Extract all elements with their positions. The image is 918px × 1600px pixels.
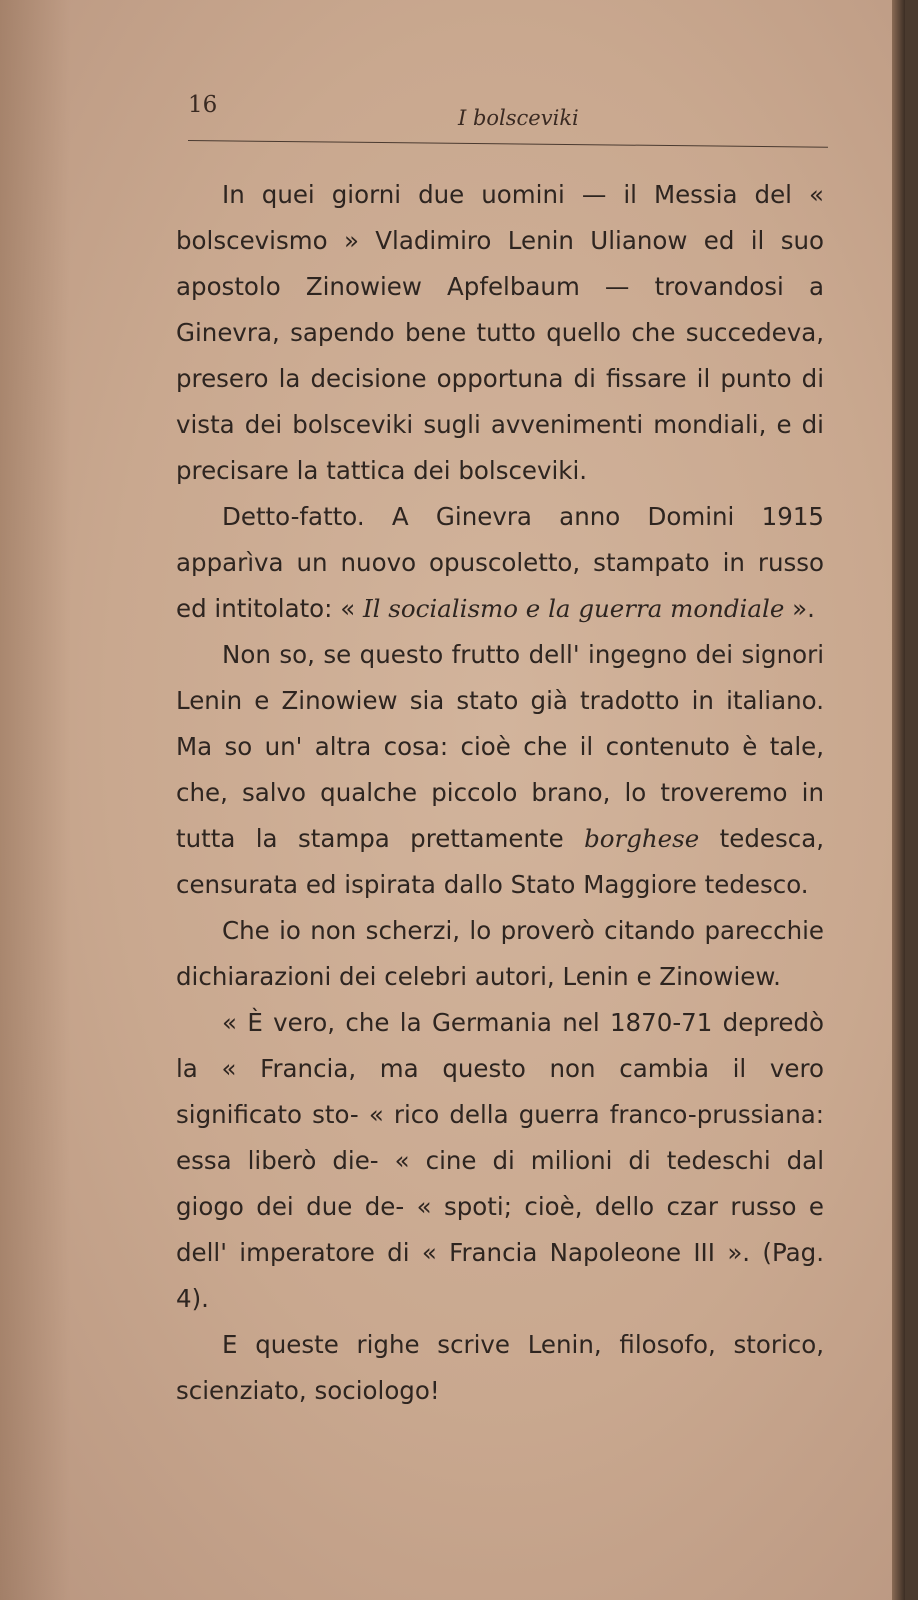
quotation-paragraph: « È vero, che la Germania nel 1870-71 depredò la « Francia, ma questo non cambia il vero significato sto- « rico della guerra franco-prussiana: essa liberò die- « cine di milioni di tedeschi dal giogo dei due de- « spoti; cioè, dello czar russo e dell' imperatore di « Francia Napoleone III ». (Pag. 4). bbox=[176, 1008, 824, 1313]
paragraph-2-tail: ». bbox=[784, 594, 815, 623]
paragraph-3-tail: tedesca, censurata ed ispirata dallo Stato Maggiore tedesco. bbox=[176, 824, 824, 899]
paragraph-6: E queste righe scrive Lenin, filosofo, storico, scienziato, sociologo! bbox=[176, 1330, 824, 1405]
page-number: 16 bbox=[188, 92, 218, 118]
paragraph-3-lead: Non so, se questo frutto dell' ingegno dei signori Lenin e Zinowiew sia stato già tradotto in italiano. Ma so un' altra cosa: cioè che il contenuto è tale, che, salvo qualche piccolo brano, lo troveremo in tutta la stampa prettamente bbox=[176, 640, 824, 853]
body-text bbox=[176, 172, 824, 1414]
header-rule bbox=[188, 140, 828, 148]
paragraph-4: Che io non scherzi, lo proverò citando parecchie dichiarazioni dei celebri autori, Lenin e Zinowiew. bbox=[176, 916, 824, 991]
page-edge bbox=[892, 0, 905, 1600]
book-title-italic: Il socialismo e la guerra mondiale bbox=[363, 594, 785, 623]
borghese-italic: borghese bbox=[584, 824, 700, 853]
page-gutter-shadow bbox=[0, 0, 70, 1600]
paragraph-1: In quei giorni due uomini — il Messia del « bolscevismo » Vladimiro Lenin Ulianow ed il suo apostolo Zinowiew Apfelbaum — trovandosi a Ginevra, sapendo bene tutto quello che succedeva, presero la decisione opportuna di fissare il punto di vista dei bolsceviki sugli avvenimenti mondiali, e di precisare la tattica dei bolsceviki. bbox=[176, 180, 824, 485]
paragraph-2 bbox=[176, 494, 824, 632]
running-title: I bolsceviki bbox=[458, 106, 579, 130]
paragraph-2-lead: Detto-fatto. A Ginevra anno Domini 1915 apparìva un nuovo opuscoletto, stampato in russo ed intitolato: « bbox=[176, 502, 824, 623]
paragraph-3 bbox=[176, 632, 824, 908]
page-header bbox=[188, 88, 828, 158]
